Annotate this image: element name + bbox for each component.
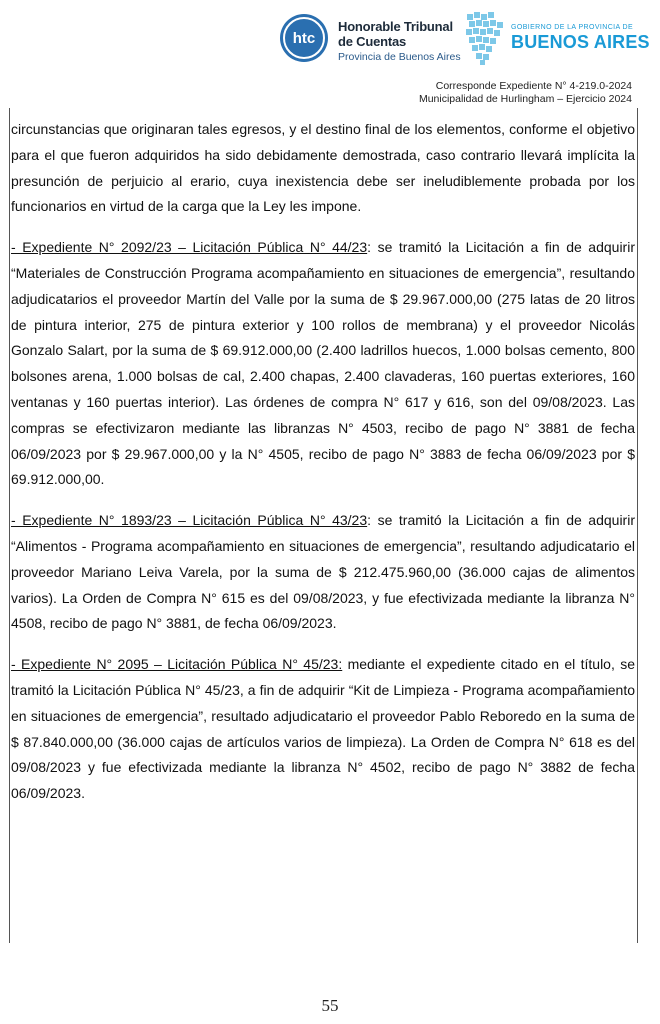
- pba-map-icon: [463, 8, 508, 68]
- htc-name-line3: Provincia de Buenos Aires: [338, 50, 461, 63]
- paragraph-2-body: : se tramitó la Licitación a fin de adquirir “Materiales de Construcción Programa acompañamiento en situaciones de emergencia”, resultando adjudicatarios el proveedor Martín del Valle por la suma de $ 29.967.000,00 (275 latas de 20 litros de pintura interior, 275 de pintura exterior y 100 rollos de membrana) y el proveedor Nicolás Gonzalo Salart, por la suma de $ 69.912.000,00 (2.400 ladrillos huecos, 1.000 bolsas cemento, 800 bolsones arena, 1.000 bolsas de cal, 2.400 chapas, 2.400 clavaderas, 160 puertas exteriores, 160 ventanas y 160 puertas interior). Las órdenes de compra N° 617 y 616, son del 09/08/2023. Las compras se efectivizaron mediante las libranzas N° 4503, recibo de pago N° 3881 de fecha 06/09/2023 por $ 29.967.000,00 y la N° 4505, recibo de pago N° 3883 de fecha 06/09/2023 por $ 69.912.000,00.: [11, 239, 635, 488]
- paragraph-expediente-2092: [11, 235, 635, 493]
- paragraph-2-heading: - Expediente N° 2092/23 – Licitación Pública N° 44/23: [11, 239, 368, 256]
- paragraph-4-heading: - Expediente N° 2095 – Licitación Pública N° 45/23:: [11, 656, 343, 673]
- htc-name-line1: Honorable Tribunal: [338, 19, 453, 34]
- pba-line2: BUENOS AIRES: [511, 32, 650, 52]
- right-margin-line: [637, 108, 638, 943]
- expediente-reference: [419, 80, 632, 106]
- left-margin-line: [9, 108, 10, 943]
- htc-name-line2: de Cuentas: [338, 33, 407, 49]
- htc-logo-text: htc: [292, 30, 316, 47]
- document-body: [11, 117, 635, 807]
- htc-institution-name: [338, 20, 461, 63]
- reference-line2: Municipalidad de Hurlingham – Ejercicio 2024: [418, 93, 632, 105]
- paragraph-4-body: mediante el expediente citado en el título, se tramitó la Licitación Pública N° 45/23, a fin de adquirir “Kit de Limpieza - Programa acompañamiento en situaciones de emergencia”, resultado adjudicatario el proveedor Pablo Reboredo en la suma de $ 87.840.000,00 (36.000 cajas de artículos varios de limpieza). La Orden de Compra N° 618 es del 09/08/2023 y fue efectivizada mediante la libranza N° 4502, recibo de pago N° 3882 de fecha 06/09/2023.: [11, 656, 636, 802]
- paragraph-expediente-2095: [11, 652, 635, 807]
- paragraph-expediente-1893: [11, 508, 635, 637]
- reference-line1: Corresponde Expediente N° 4-219.0-2024: [435, 80, 632, 92]
- htc-logo-icon: [278, 12, 330, 64]
- paragraph-3-body: : se tramitó la Licitación a fin de adquirir “Alimentos - Programa acompañamiento en situaciones de emergencia”, resultando adjudicatario el proveedor Mariano Leiva Varela, por la suma de $ 212.475.960,00 (36.000 cajas de alimentos varios). La Orden de Compra N° 615 es del 09/08/2023, y fue efectivizada mediante la libranza N° 4508, recibo de pago N° 3881, de fecha 06/09/2023.: [11, 512, 635, 632]
- paragraph-1: circunstancias que originaran tales egresos, y el destino final de los elementos, conforme el objetivo para el que fueron adquiridos ha sido debidamente demostrada, caso contrario llevará implícita la presunción de perjuicio al erario, cuya inexistencia debe ser ineludiblemente probada por los funcionarios en virtud de la carga que la Ley les impone.: [11, 121, 635, 215]
- paragraph-3-heading: - Expediente N° 1893/23 – Licitación Pública N° 43/23: [11, 512, 368, 529]
- page-number: 55: [321, 996, 339, 1015]
- pba-line1: GOBIERNO DE LA PROVINCIA DE: [511, 24, 634, 31]
- pba-logo-text: [511, 24, 650, 51]
